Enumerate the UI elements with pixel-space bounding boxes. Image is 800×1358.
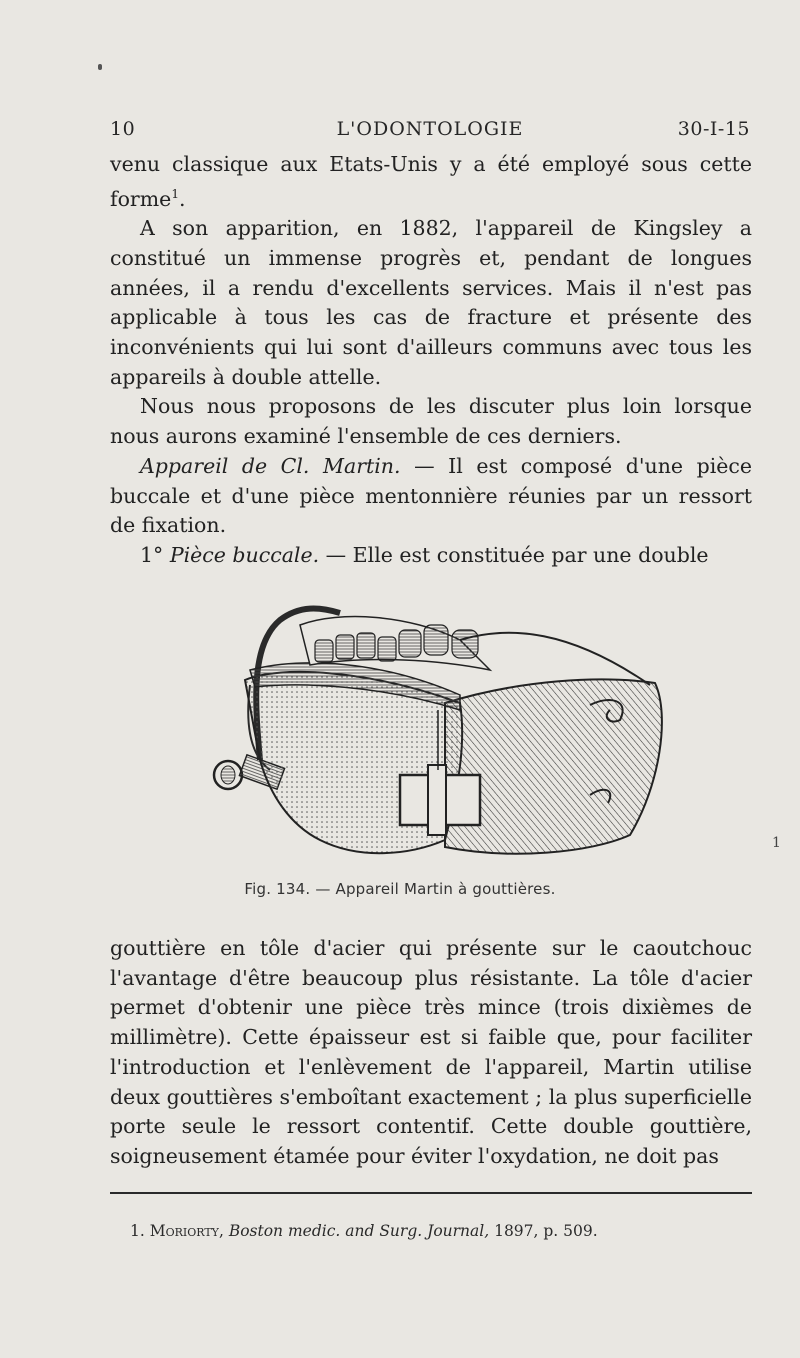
ink-speck	[98, 64, 102, 70]
issue-date: 30-I-15	[677, 118, 750, 140]
paragraph-2: A son apparition, en 1882, l'appareil de Kingsley a constitué un immense progrès et, pendant de longues années, il a rendu d'excellents services. Mais il n'est pas applicable à tous les cas de fracture et présente des inconvénients qui lui sont d'ailleurs communs avec tous les appareils à double attelle.	[110, 216, 752, 389]
page-number: 10	[110, 118, 136, 140]
footnote-rule	[110, 1192, 752, 1194]
subsection-heading-piece-buccale: Pièce buccale.	[169, 542, 320, 567]
text-block-bottom	[110, 934, 752, 1172]
paragraph-1-end: .	[178, 186, 186, 211]
item-number: 1°	[140, 542, 170, 567]
footnote-number: 1.	[130, 1222, 150, 1240]
section-heading-martin: Appareil de Cl. Martin.	[140, 453, 401, 478]
running-header	[110, 118, 750, 144]
figure-caption: Fig. 134. — Appareil Martin à gouttières.	[244, 880, 556, 898]
footnote	[130, 1222, 750, 1240]
paragraph-5	[110, 541, 752, 571]
footnote-journal: Boston medic. and Surg. Journal,	[228, 1222, 490, 1240]
paragraph-4	[110, 452, 752, 541]
footnote-separator: ,	[218, 1222, 229, 1240]
margin-mark: 1	[772, 835, 781, 851]
paragraph-1-text: venu classique aux Etats-Unis y a été employé sous cette forme	[110, 152, 752, 211]
paragraph-5-text: — Elle est constituée par une double	[319, 542, 709, 567]
journal-title: L'ODONTOLOGIE	[336, 118, 524, 140]
footnote-ref[interactable]: 1	[171, 186, 179, 201]
paragraph-1	[110, 150, 752, 214]
paragraph-3: Nous nous proposons de les discuter plus loin lorsque nous aurons examiné l'ensemble de ces derniers.	[110, 394, 752, 449]
text-block-top	[110, 150, 752, 571]
paragraph-6: gouttière en tôle d'acier qui présente sur le caoutchouc l'avantage d'être beaucoup plus résistante. La tôle d'acier permet d'obtenir une pièce très mince (trois dixièmes de millimètre). Cette épaisseur est si faible que, pour faciliter l'introduction et l'enlèvement de l'appareil, Martin utilise deux gouttières s'emboîtant exactement ; la plus superficielle porte seule le ressort contentif. Cette double gouttière, soigneusement étamée pour éviter l'oxydation, ne doit pas	[110, 936, 752, 1168]
dental-splint-illustration	[190, 585, 680, 870]
footnote-author: Moriorty	[149, 1222, 219, 1240]
footnote-reference: 1897, p. 509.	[489, 1222, 598, 1240]
paragraph-4-text: — Il est composé d'une pièce buccale et d'une pièce mentonnière réunies par un ressort de fixation.	[110, 453, 753, 538]
